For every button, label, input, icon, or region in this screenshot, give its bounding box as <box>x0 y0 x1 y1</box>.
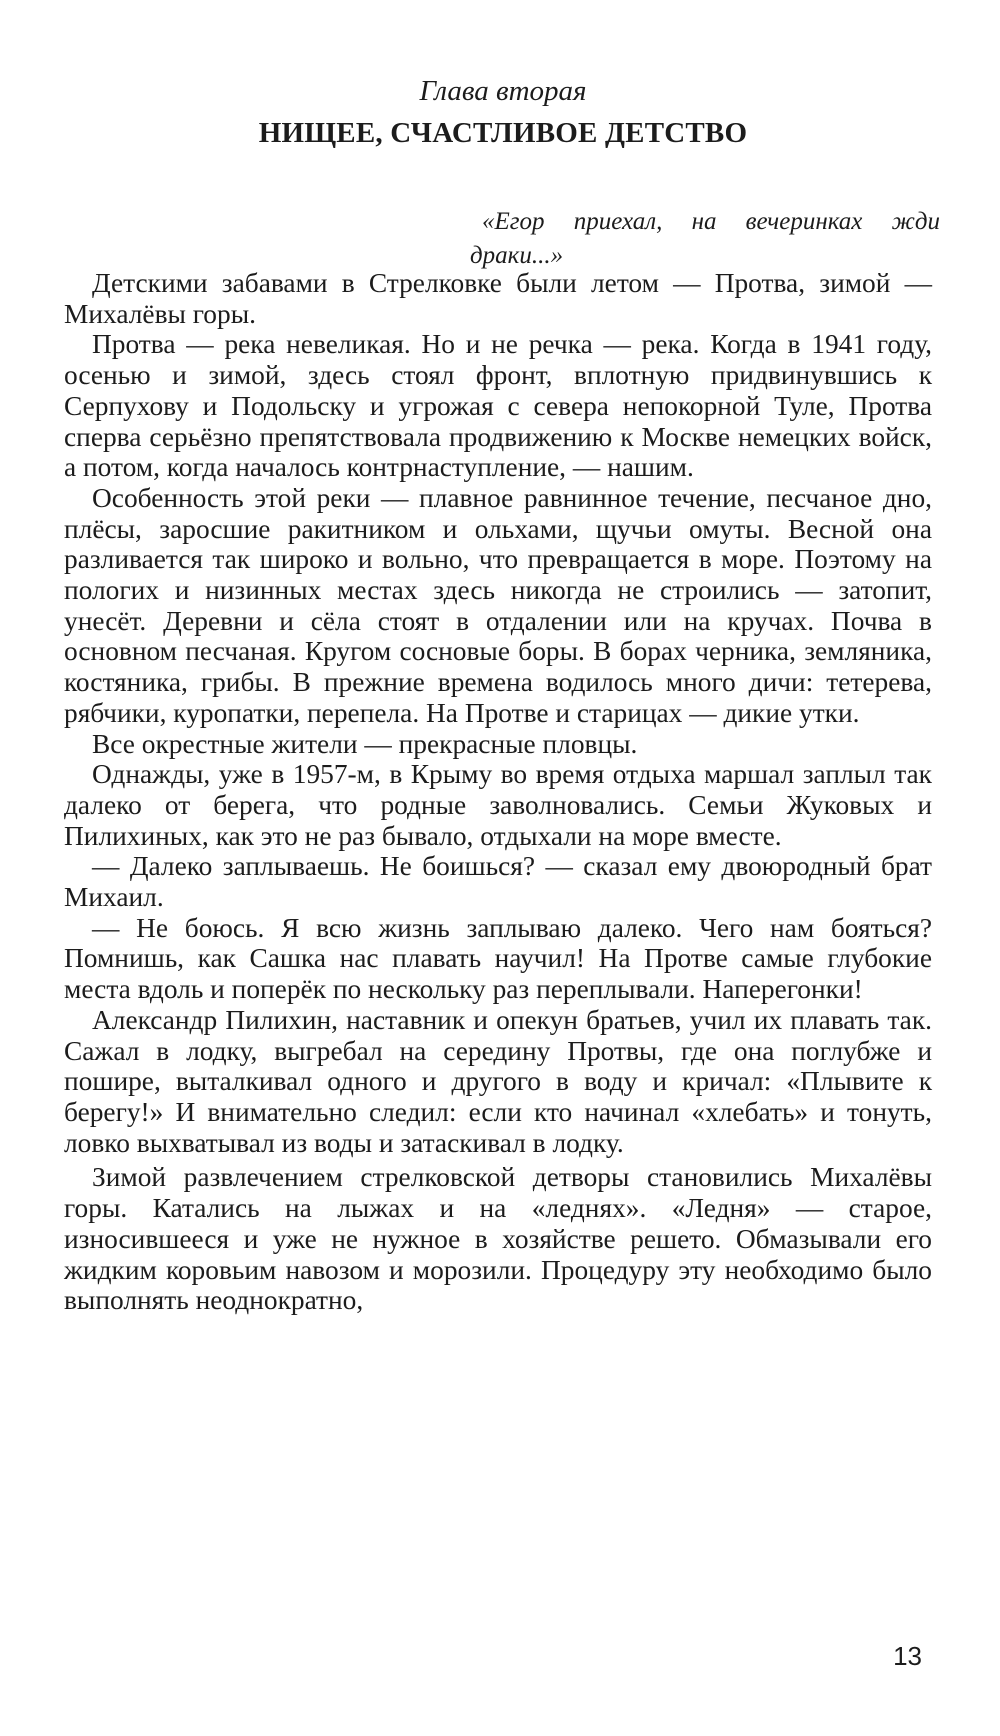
paragraph-8: Александр Пилихин, наставник и опекун братьев, учил их плавать так. Сажал в лодку, выгребал на середину Протвы, где она поглубже и пошире, выталкивал одного и другого в воду и кричал: «Плывите к берегу!» И внимательно следил: если кто начинал «хлебать» и тонуть, ловко выхватывал из воды и затаскивал в лодку. <box>64 1004 932 1158</box>
body-text <box>64 268 932 1316</box>
paragraph-4: Все окрестные жители — прекрасные пловцы. <box>92 728 638 759</box>
epigraph <box>470 205 940 273</box>
epigraph-line-1: «Егор приехал, на вечеринках жди <box>482 208 940 235</box>
paragraph-6: — Далеко заплываешь. Не боишься? — сказал ему двоюродный брат Михаил. <box>64 851 932 913</box>
page-number: 13 <box>893 1641 922 1671</box>
paragraph-2: Протва — река невеликая. Но и не речка — река. Когда в 1941 году, осенью и зимой, здесь стоял фронт, вплотную придвинувшись к Серпухову и Подольску и угрожая с севера непокорной Туле, Протва сперва серьёзно препятствовала продвижению к Москве немецких войск, а потом, когда началось контрнаступление, — нашим. <box>64 329 932 483</box>
paragraph-9: Зимой развлечением стрелковской детворы становились Михалёвы горы. Катались на лыжах и на «леднях». «Ледня» — старое, износившееся и уже не нужное в хозяйстве решето. Обмазывали его жидким коровьим навозом и морозили. Процедуру эту необходимо было выполнять неоднократно, <box>64 1162 932 1316</box>
paragraph-5: Однажды, уже в 1957-м, в Крыму во время отдыха маршал заплыл так далеко от берега, что родные заволновались. Семьи Жуковых и Пилихиных, как это не раз бывало, отдыхали на море вместе. <box>64 759 932 851</box>
chapter-label: Глава вторая <box>419 75 587 107</box>
paragraph-1: Детскими забавами в Стрелковке были летом — Протва, зимой — Михалёвы горы. <box>64 268 932 329</box>
paragraph-7: — Не боюсь. Я всю жизнь заплываю далеко. Чего нам бояться? Помнишь, как Сашка нас плавать научил! На Протве самые глубокие места вдоль и поперёк по нескольку раз переплывали. Наперегонки! <box>64 912 932 1005</box>
paragraph-3: Особенность этой реки — плавное равнинное течение, песчаное дно, плёсы, заросшие ракитником и ольхами, щучьи омуты. Весной она разливается так широко и вольно, что превращается в море. Поэтому на пологих и низинных местах здесь никогда не строились — затопит, унесёт. Деревни и сёла стоят в отдалении или на кручах. Почва в основном песчаная. Кругом сосновые боры. В борах черника, земляника, костяника, грибы. В прежние времена водилось много дичи: тетерева, рябчики, куропатки, перепела. На Протве и старицах — дикие утки. <box>64 482 932 728</box>
chapter-title: НИЩЕЕ, СЧАСТЛИВОЕ ДЕТСТВО <box>258 117 748 149</box>
epigraph-line-2: драки...» <box>470 242 564 269</box>
